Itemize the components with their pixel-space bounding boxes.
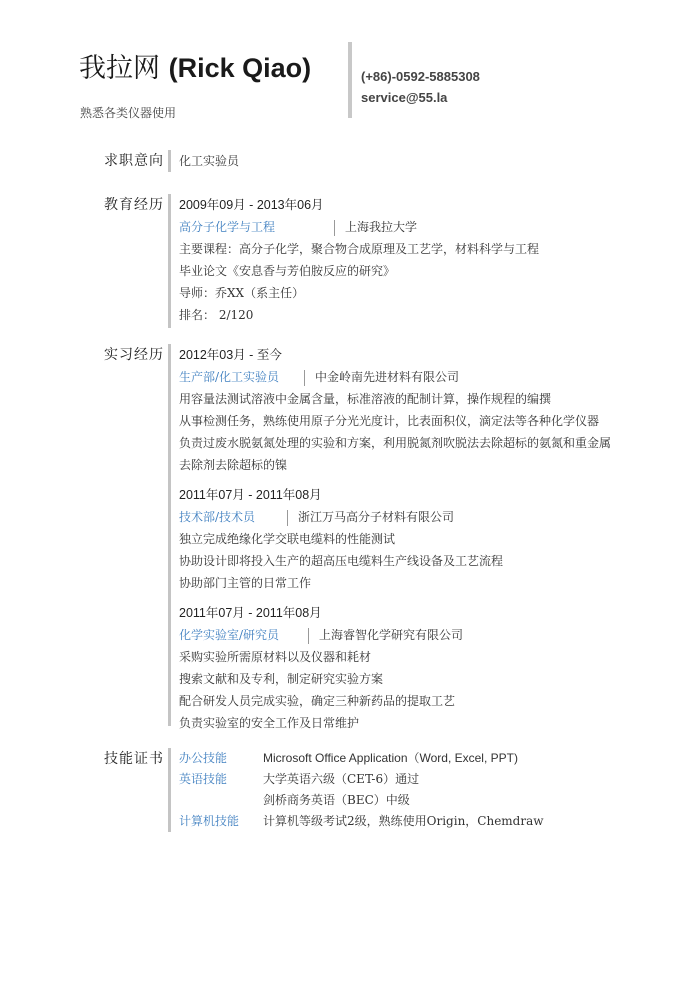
internship-line: 从事检测任务，熟练使用原子分光光度计，比表面积仪，滴定法等各种化学仪器: [179, 414, 600, 428]
skill-value: Microsoft Office Application（Word, Excel, PPT): [263, 751, 518, 765]
internship-line: 独立完成绝缘化学交联电缆料的性能测试: [179, 532, 396, 546]
objective-bar: [168, 150, 171, 172]
tagline: 熟悉各类仪器使用: [80, 106, 177, 120]
internship-content: [179, 344, 649, 734]
objective-title: 求职意向: [104, 153, 164, 169]
skills-content: [179, 748, 649, 832]
internship-date: 2011年07月 - 2011年08月: [179, 606, 322, 620]
skill-value: 剑桥商务英语（BEC）中级: [263, 793, 410, 807]
skill-value: 计算机等级考试2级，熟练使用Origin，Chemdraw: [263, 814, 544, 828]
candidate-name: [79, 46, 311, 85]
contact-info: [361, 66, 480, 108]
internship-role: 化学实验室/研究员: [179, 628, 280, 642]
education-line: 毕业论文《安息香与芳伯胺反应的研究》: [179, 264, 396, 278]
internship-date: 2011年07月 - 2011年08月: [179, 488, 322, 502]
skill-label: 办公技能: [179, 751, 228, 765]
internship-line: 协助部门主管的日常工作: [179, 576, 312, 590]
objective-content: [179, 150, 649, 172]
separator: [334, 220, 335, 236]
internship-role-line: [179, 366, 649, 388]
internship-title: 实习经历: [104, 347, 164, 363]
internship-line: 采购实验所需原材料以及仪器和耗材: [179, 650, 372, 664]
education-content: [179, 194, 649, 326]
internship-line: 协助设计即将投入生产的超高压电缆料生产线设备及工艺流程: [179, 554, 504, 568]
resume-header: [0, 0, 700, 130]
education-major: 高分子化学与工程: [179, 220, 276, 234]
internship-line: 配合研发人员完成实验，确定三种新药品的提取工艺: [179, 694, 456, 708]
education-bar: [168, 194, 171, 328]
internship-line: 负责过废水脱氨氮处理的实验和方案，利用脱氮剂吹脱法去除超标的氨氮和重金属: [179, 436, 612, 450]
name-chinese: 我拉网: [79, 53, 160, 84]
separator: [287, 510, 288, 526]
internship-org: 上海睿智化学研究有限公司: [319, 628, 464, 642]
education-school: 上海我拉大学: [345, 220, 418, 234]
separator: [304, 370, 305, 386]
skill-label: 计算机技能: [179, 814, 240, 828]
skill-row: [179, 748, 649, 769]
skills-bar: [168, 748, 171, 832]
internship-line: 负责实验室的安全工作及日常维护: [179, 716, 360, 730]
internship-date: 2012年03月 - 至今: [179, 348, 282, 362]
internship-bar: [168, 344, 171, 726]
internship-role: 生产部/化工实验员: [179, 370, 280, 384]
education-title: 教育经历: [104, 197, 164, 213]
internship-role-line: [179, 624, 649, 646]
education-line: 导师：乔XX（系主任）: [179, 286, 305, 300]
separator: [308, 628, 309, 644]
name-english: (Rick Qiao): [168, 53, 312, 83]
internship-org: 中金岭南先进材料有限公司: [315, 370, 460, 384]
education-line: 排名： 2/120: [179, 308, 254, 322]
internship-org: 浙江万马高分子材料有限公司: [298, 510, 455, 524]
skills-title: 技能证书: [104, 751, 164, 767]
education-line: 主要课程：高分子化学，聚合物合成原理及工艺学，材料科学与工程: [179, 242, 540, 256]
skill-value: 大学英语六级（CET-6）通过: [263, 772, 420, 786]
education-major-line: [179, 216, 649, 238]
internship-line: 搜索文献和及专利，制定研究实验方案: [179, 672, 384, 686]
skill-row: [179, 811, 649, 832]
phone-number: (+86)-0592-5885308: [361, 69, 480, 84]
education-date: 2009年09月 - 2013年06月: [179, 198, 324, 212]
internship-role: 技术部/技术员: [179, 510, 256, 524]
objective-value: 化工实验员: [179, 154, 240, 168]
skill-row: [179, 790, 649, 811]
skill-row: [179, 769, 649, 790]
internship-role-line: [179, 506, 649, 528]
header-divider: [348, 42, 352, 118]
internship-line: 用容量法测试溶液中金属含量，标准溶液的配制计算，操作规程的编撰: [179, 392, 552, 406]
email-address: service@55.la: [361, 90, 448, 105]
internship-line: 去除剂去除超标的镍: [179, 458, 288, 472]
skill-label: 英语技能: [179, 772, 228, 786]
